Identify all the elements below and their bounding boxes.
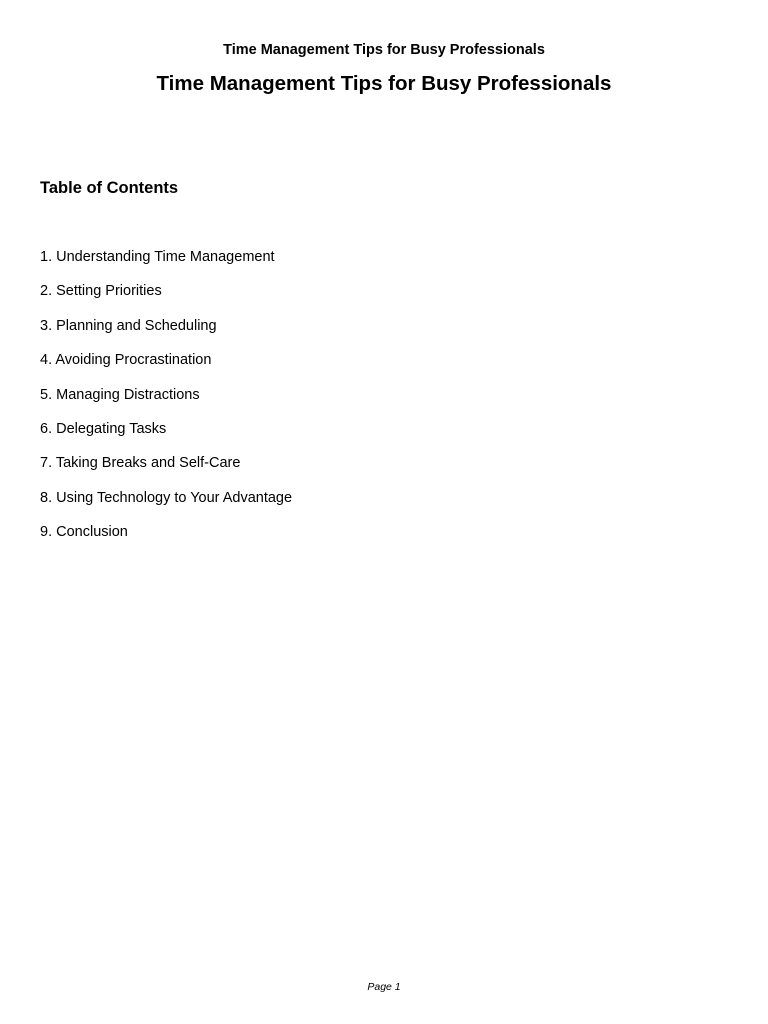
toc-item-planning-and-scheduling: 3. Planning and Scheduling [40, 317, 217, 334]
toc-item-delegating-tasks: 6. Delegating Tasks [40, 420, 167, 437]
page-number: Page 1 [367, 981, 401, 993]
toc-item-using-technology: 8. Using Technology to Your Advantage [40, 489, 293, 506]
toc-item-conclusion: 9. Conclusion [40, 524, 128, 541]
toc-heading: Table of Contents [40, 179, 179, 197]
toc-item-managing-distractions: 5. Managing Distractions [40, 386, 200, 403]
table-of-contents [40, 246, 292, 556]
toc-item-taking-breaks-and-self-care: 7. Taking Breaks and Self-Care [40, 455, 241, 472]
toc-item-understanding-time-management: 1. Understanding Time Management [40, 249, 275, 265]
toc-item-avoiding-procrastination: 4. Avoiding Procrastination [40, 352, 212, 369]
document-title: Time Management Tips for Busy Professionals [156, 72, 612, 95]
toc-item-setting-priorities: 2. Setting Priorities [40, 283, 162, 300]
running-header: Time Management Tips for Busy Professionals [223, 42, 545, 58]
